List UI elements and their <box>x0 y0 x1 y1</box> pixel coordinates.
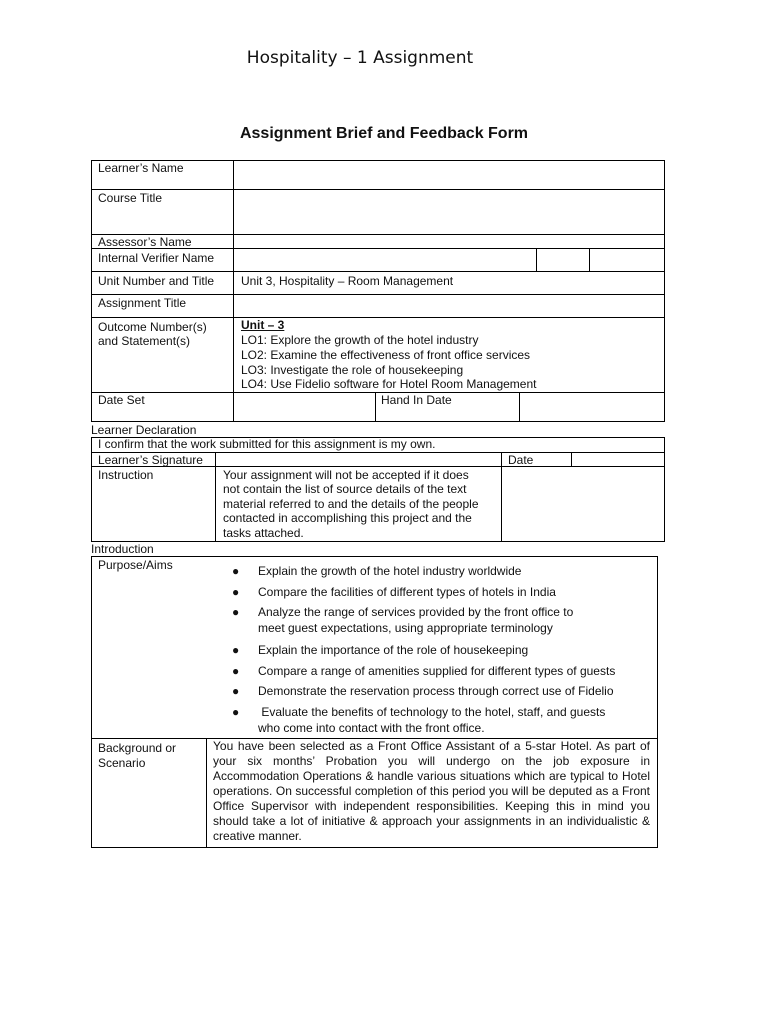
bullet-icon: ● <box>232 705 240 719</box>
table-divider <box>589 248 590 271</box>
learning-outcome: LO3: Investigate the role of housekeeping <box>241 363 464 377</box>
aim-item: ● Explain the growth of the hotel industry worldwide <box>232 564 522 578</box>
assessors-name-field[interactable] <box>234 235 664 248</box>
instruction-line: not contain the list of source details of the text <box>223 482 467 496</box>
background-label: Background or <box>98 741 177 755</box>
bullet-icon: ● <box>232 684 240 698</box>
assessors-name-label: Assessor’s Name <box>98 235 192 249</box>
bullet-icon: ● <box>232 605 240 619</box>
outcome-label: Outcome Number(s) <box>98 320 207 334</box>
date-field[interactable] <box>572 453 664 466</box>
background-label: Scenario <box>98 756 146 770</box>
declaration-heading: Learner Declaration <box>91 423 197 437</box>
row-divider <box>91 271 665 272</box>
internal-verifier-label: Internal Verifier Name <box>98 251 215 265</box>
date-set-label: Date Set <box>98 393 145 407</box>
instruction-line: Your assignment will not be accepted if it does <box>223 468 469 482</box>
instruction-line: tasks attached. <box>223 526 304 540</box>
purpose-label: Purpose/Aims <box>98 558 173 572</box>
document-title: Hospitality – 1 Assignment <box>246 48 474 68</box>
outcome-unit-heading: Unit – 3 <box>241 318 285 332</box>
assignment-title-field[interactable] <box>234 295 664 317</box>
learning-outcome: LO1: Explore the growth of the hotel industry <box>241 333 479 347</box>
date-set-field[interactable] <box>234 393 375 421</box>
introduction-heading: Introduction <box>91 542 154 556</box>
table-divider <box>501 452 502 542</box>
outcome-label: and Statement(s) <box>98 334 191 348</box>
bullet-icon: ● <box>232 643 240 657</box>
scenario-text: You have been selected as a Front Office Assistant of a 5-star Hotel. As part of your six months’ Probation you will undergo on the job exposure in Accommodation Operations & handle various situations which are typical to Hotel operations. On successful completion of this period you will be deputed as a Front Office Supervisor with independent responsibilities. Keeping this in mind you should take a lot of initiative & approach your assignments in an individualistic & creative manner. <box>213 739 650 843</box>
learning-outcome: LO4: Use Fidelio software for Hotel Room Management <box>241 377 537 391</box>
bullet-icon: ● <box>232 564 240 578</box>
signature-field[interactable] <box>216 453 501 466</box>
aim-item: ● Compare a range of amenities supplied for different types of guests <box>232 664 616 678</box>
instruction-label: Instruction <box>98 468 154 482</box>
course-title-field[interactable] <box>234 190 664 234</box>
aim-item: ● Compare the facilities of different types of hotels in India <box>232 585 556 599</box>
learners-name-field[interactable] <box>234 161 664 189</box>
row-divider <box>91 317 665 318</box>
hand-in-date-field[interactable] <box>520 393 664 421</box>
course-title-label: Course Title <box>98 191 163 205</box>
date-label: Date <box>508 453 534 467</box>
aim-item: ● Evaluate the benefits of technology to the hotel, staff, and guests who come into contact with the front office. <box>232 705 606 735</box>
aim-item: ● Demonstrate the reservation process through correct use of Fidelio <box>232 684 614 698</box>
internal-verifier-field[interactable] <box>234 249 536 271</box>
learning-outcome: LO2: Examine the effectiveness of front office services <box>241 348 531 362</box>
instruction-line: contacted in accomplishing this project and the <box>223 511 472 525</box>
assignment-title-label: Assignment Title <box>98 296 187 310</box>
bullet-icon: ● <box>232 585 240 599</box>
instruction-line: material referred to and the details of the people <box>223 497 479 511</box>
signature-label: Learner’s Signature <box>98 453 203 467</box>
form-title: Assignment Brief and Feedback Form <box>239 125 529 142</box>
aim-item: ● Explain the importance of the role of housekeeping <box>232 643 529 657</box>
bullet-icon: ● <box>232 664 240 678</box>
table-divider <box>536 248 537 271</box>
hand-in-date-label: Hand In Date <box>381 393 452 407</box>
unit-value: Unit 3, Hospitality – Room Management <box>241 274 454 288</box>
table-divider <box>375 392 376 422</box>
declaration-statement: I confirm that the work submitted for this assignment is my own. <box>98 437 436 451</box>
aim-item: ● Analyze the range of services provided by the front office to meet guest expectations, using appropriate terminology <box>232 605 574 635</box>
learners-name-label: Learner’s Name <box>98 161 184 175</box>
unit-label: Unit Number and Title <box>98 274 215 288</box>
table-divider <box>206 738 207 848</box>
